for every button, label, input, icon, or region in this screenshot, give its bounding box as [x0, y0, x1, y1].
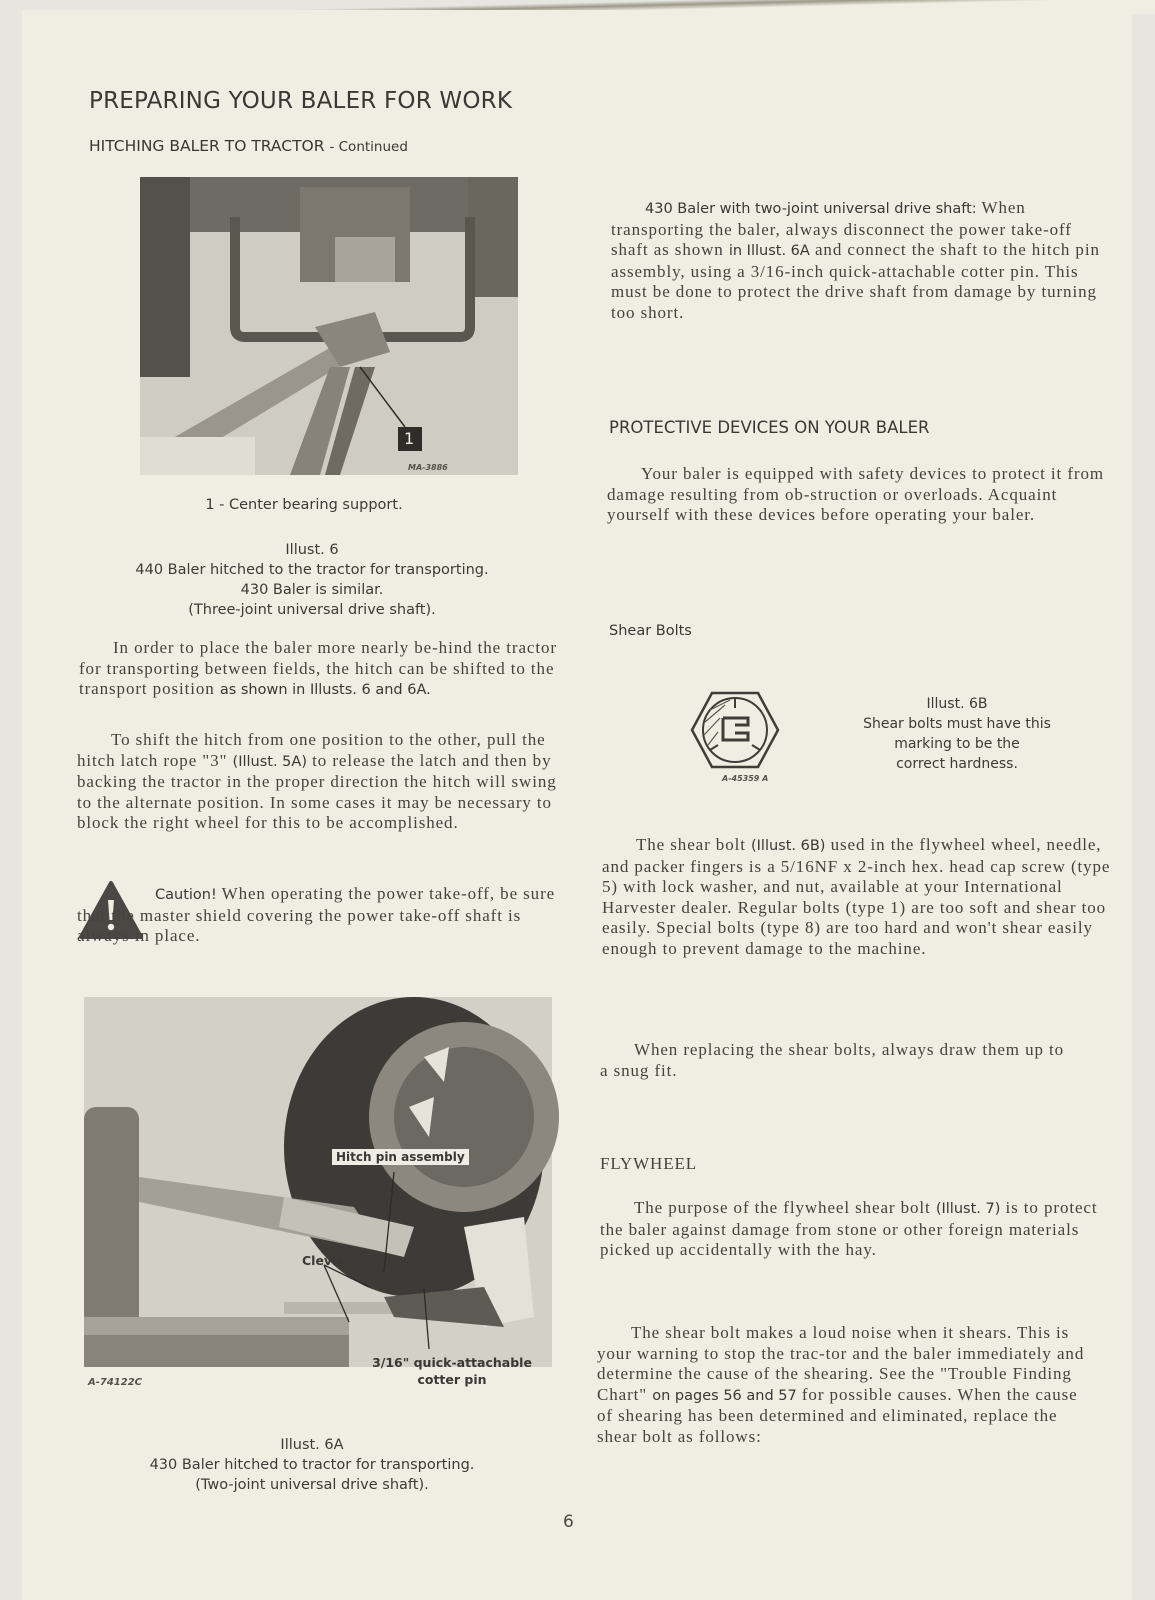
- hitch-pin-assembly-label: Hitch pin assembly: [332, 1149, 469, 1165]
- illust-reference: (Illust. 7): [935, 1201, 1001, 1217]
- tractor-hitch-rear-view-image: [140, 177, 518, 475]
- shear-bolt-hex-icon: [690, 690, 780, 775]
- shear-bolt-replace-paragraph: When replacing the shear bolts, always draw them up to a snug fit.: [600, 1040, 1065, 1080]
- caption-line: 440 Baler hitched to the tractor for transporting.: [135, 562, 489, 578]
- hitch-latch-paragraph: To shift the hitch from one position to the other, pull the hitch latch rope "3" (Illust. 5A) to release the latch and then by backing the tractor in the proper direction the hitch will swing to the alternate position. In some cases it may be necessary to block the right wheel for this to be accomplished.: [77, 730, 557, 833]
- page-reference: on pages 56 and 57: [652, 1387, 797, 1404]
- figure-code: MA-3886: [408, 463, 448, 472]
- illust-6-caption: [82, 540, 542, 620]
- illust-6a-caption: [82, 1435, 542, 1495]
- caption-line: marking to be the: [894, 736, 1020, 752]
- caution-label: Caution!: [155, 887, 217, 903]
- caption-line: 430 Baler hitched to tractor for transporting.: [149, 1457, 475, 1473]
- cotter-pin-label: 3/16" quick-attachable cotter pin: [372, 1355, 532, 1387]
- illust-reference: in Illust. 6A: [728, 243, 810, 260]
- caption-title: Illust. 6: [285, 542, 339, 558]
- flywheel-noise-paragraph: The shear bolt makes a loud noise when it shears. This is your warning to stop the trac-tor and the baler immediately and determine the cause of the shearing. See the "Trouble Finding Chart" on pages 56 and 57 for possible causes. When the cause of shearing has been determined and eliminated, replace the shear bolt as follows:: [597, 1323, 1085, 1446]
- baler-hitch-side-view-image: [84, 997, 552, 1367]
- section-subtitle: [89, 137, 408, 155]
- protective-devices-paragraph: Your baler is equipped with safety devices to protect it from damage resulting from ob-struction or overloads. Acquaint yourself with these devices before operating your baler.: [607, 464, 1104, 525]
- shear-bolts-heading: Shear Bolts: [609, 623, 692, 639]
- manual-page: [22, 10, 1132, 1600]
- flywheel-heading: FLYWHEEL: [600, 1154, 698, 1173]
- figure-code: A-45359 A: [722, 774, 769, 783]
- protective-devices-heading: PROTECTIVE DEVICES ON YOUR BALER: [609, 418, 930, 437]
- caution-paragraph: Caution! When operating the power take-off, be sure that the master shield covering the power take-off shaft is always in place.: [77, 884, 556, 946]
- illust-6-photo: [140, 177, 518, 475]
- shear-bolt-spec-paragraph: The shear bolt (Illust. 6B) used in the flywheel wheel, needle, and packer fingers is a 5/16NF x 2-inch hex. head cap screw (type 5) with lock washer, and nut, available at your International Harvester dealer. Regular bolts (type 1) are too soft and shear too easily. Special bolts (type 8) are too hard and won't shear easily enough to prevent damage to the machine.: [602, 835, 1111, 958]
- illust-reference: (Illust. 5A): [232, 753, 307, 770]
- caption-line: Shear bolts must have this: [863, 716, 1051, 732]
- page-number: 6: [563, 1512, 574, 1532]
- hitch-shift-paragraph: In order to place the baler more nearly be-hind the tractor for transporting between fields, the hitch can be shifted to the transport position as shown in Illusts. 6 and 6A.: [79, 638, 557, 699]
- caption-line: (Two-joint universal drive shaft).: [195, 1477, 429, 1493]
- illust-6b-caption: [857, 694, 1057, 774]
- caption-line: (Three-joint universal drive shaft).: [188, 602, 436, 618]
- figure-code: A-74122C: [88, 1377, 143, 1388]
- caption-line: 430 Baler is similar.: [240, 582, 384, 598]
- flywheel-purpose-paragraph: The purpose of the flywheel shear bolt (Illust. 7) is to protect the baler against damage from stone or other foreign materials picked up accidentally with the hay.: [600, 1198, 1098, 1260]
- two-joint-shaft-paragraph: 430 Baler with two-joint universal drive shaft: When transporting the baler, always disconnect the power take-off shaft as shown in Illust. 6A and connect the shaft to the hitch pin assembly, using a 3/16-inch quick-attachable cotter pin. This must be done to protect the drive shaft from damage by turning too short.: [611, 198, 1100, 322]
- page-title: PREPARING YOUR BALER FOR WORK: [89, 88, 513, 114]
- clevis-label: Clevis: [302, 1253, 344, 1268]
- caption-title: Illust. 6A: [280, 1437, 344, 1453]
- illust-reference: (Illust. 6B): [751, 838, 826, 854]
- caption-line: correct hardness.: [896, 756, 1018, 772]
- subtitle-text: HITCHING BALER TO TRACTOR: [89, 137, 325, 155]
- caption-title: Illust. 6B: [926, 696, 988, 712]
- illust-reference: as shown in Illusts. 6 and 6A.: [219, 682, 431, 699]
- illust-6-legend: 1 - Center bearing support.: [205, 497, 403, 513]
- lead-text: 430 Baler with two-joint universal drive shaft:: [645, 201, 977, 217]
- callout-number-1: 1: [404, 429, 415, 448]
- subtitle-suffix: - Continued: [329, 139, 408, 155]
